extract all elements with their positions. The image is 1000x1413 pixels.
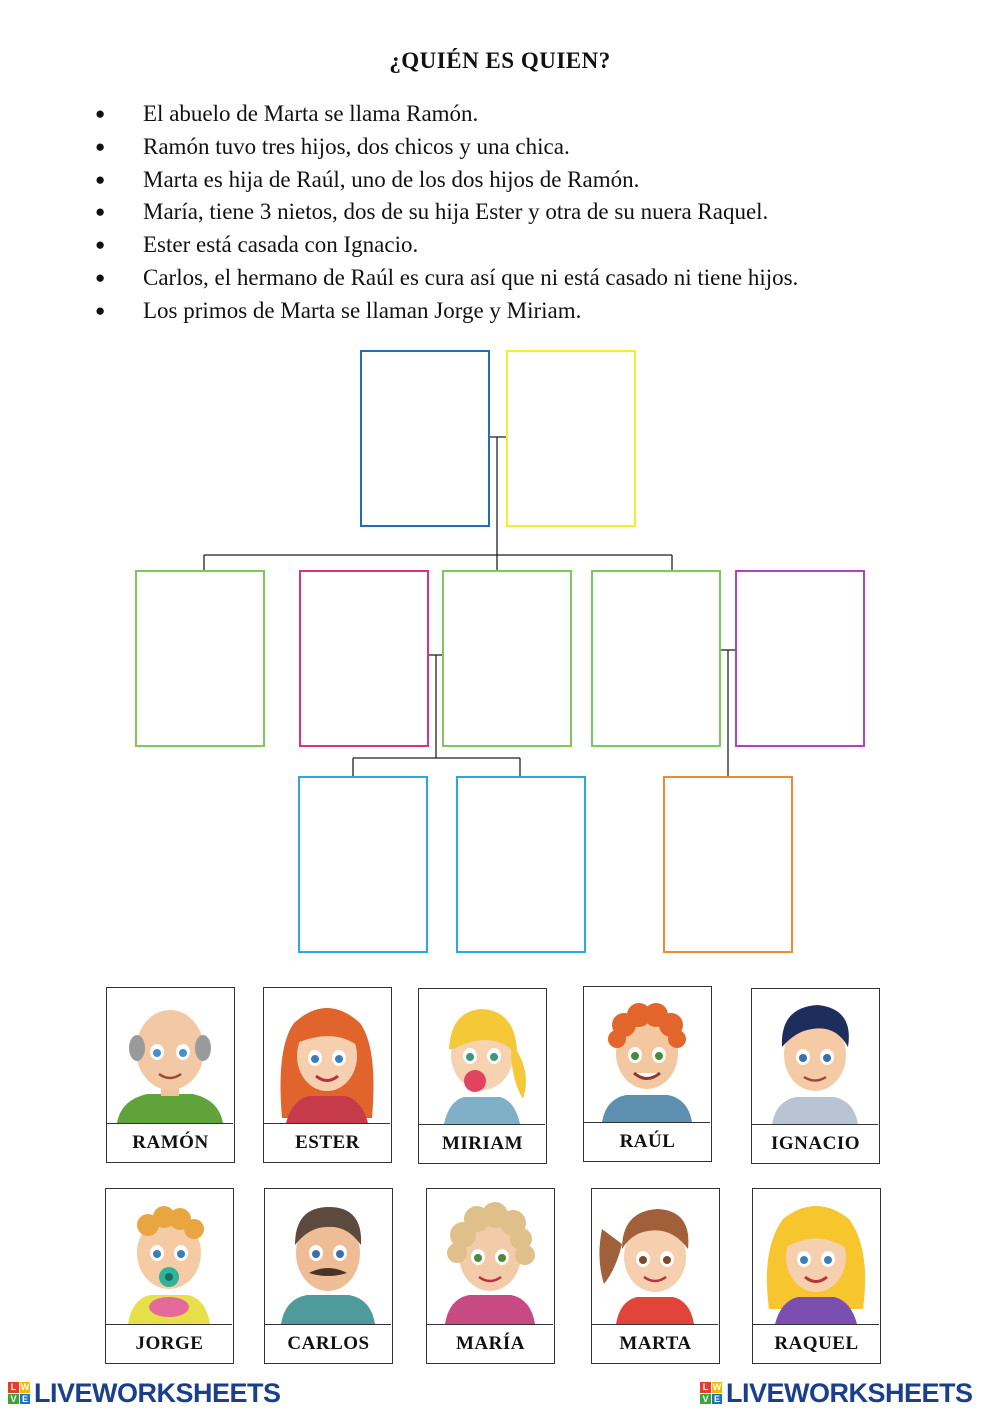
card-ester[interactable] bbox=[263, 987, 392, 1163]
grandmother-icon bbox=[427, 1189, 553, 1325]
card-name: JORGE bbox=[135, 1333, 204, 1354]
card-miriam[interactable] bbox=[418, 988, 547, 1164]
brand-logo-left bbox=[8, 1376, 281, 1410]
clue-text: Ramón tuvo tres hijos, dos chicos y una chica. bbox=[143, 133, 570, 159]
bullet-icon: ● bbox=[95, 104, 106, 123]
bullet-icon: ● bbox=[95, 202, 106, 222]
slot-child-2[interactable] bbox=[299, 570, 429, 747]
card-marta[interactable] bbox=[591, 1188, 720, 1364]
card-name: MARTA bbox=[619, 1333, 692, 1354]
liveworksheets-logo-icon: L W V E bbox=[8, 1382, 30, 1404]
card-name: IGNACIO bbox=[770, 1133, 860, 1154]
clue-text: Marta es hija de Raúl, uno de los dos hijos de Ramón. bbox=[143, 166, 640, 192]
card-name: RAQUEL bbox=[774, 1333, 859, 1354]
card-name: RAMÓN bbox=[132, 1132, 209, 1153]
card-name: CARLOS bbox=[287, 1333, 370, 1354]
clue-text: Carlos, el hermano de Raúl es cura así que ni está casado ni tiene hijos. bbox=[143, 264, 799, 290]
slot-grandchild-1[interactable] bbox=[298, 776, 428, 953]
liveworksheets-logo-icon: L W V E bbox=[700, 1382, 722, 1404]
card-ramon[interactable] bbox=[106, 987, 235, 1163]
slot-grandchild-3[interactable] bbox=[663, 776, 793, 953]
bullet-icon: ● bbox=[95, 136, 106, 156]
slot-child-1[interactable] bbox=[135, 570, 265, 747]
card-name: MIRIAM bbox=[441, 1133, 524, 1154]
worksheet-title: ¿QUIÉN ES QUIEN? bbox=[389, 48, 611, 73]
grandfather-icon bbox=[107, 988, 233, 1124]
mustached-man-icon bbox=[265, 1189, 391, 1325]
slot-child-4[interactable] bbox=[591, 570, 721, 747]
ponytail-girl-icon bbox=[592, 1189, 718, 1325]
bullet-icon: ● bbox=[95, 169, 106, 189]
card-raul[interactable] bbox=[583, 986, 712, 1162]
clue-text: Los primos de Marta se llaman Jorge y Miriam. bbox=[143, 297, 582, 323]
blonde-girl-icon bbox=[419, 989, 545, 1125]
clue-text: Ester está casada con Ignacio. bbox=[143, 232, 419, 258]
bullet-icon: ● bbox=[95, 267, 106, 287]
slot-grandfather[interactable] bbox=[360, 350, 490, 527]
card-carlos[interactable] bbox=[264, 1188, 393, 1364]
card-raquel[interactable] bbox=[752, 1188, 881, 1364]
brand-text: LIVEWORKSHEETS bbox=[34, 1377, 281, 1408]
curly-haired-man-icon bbox=[584, 987, 710, 1123]
brand-text: LIVEWORKSHEETS bbox=[726, 1377, 973, 1408]
slot-grandchild-2[interactable] bbox=[456, 776, 586, 953]
card-name: MARÍA bbox=[456, 1333, 525, 1354]
red-haired-woman-icon bbox=[264, 988, 390, 1124]
card-name: ESTER bbox=[295, 1132, 360, 1153]
slot-child-3[interactable] bbox=[442, 570, 572, 747]
baby-boy-icon bbox=[106, 1189, 232, 1325]
clue-text: El abuelo de Marta se llama Ramón. bbox=[143, 101, 479, 126]
slot-grandmother[interactable] bbox=[506, 350, 636, 527]
card-jorge[interactable] bbox=[105, 1188, 234, 1364]
card-name: RAÚL bbox=[619, 1131, 676, 1152]
bullet-icon: ● bbox=[95, 235, 106, 255]
card-maria[interactable] bbox=[426, 1188, 555, 1364]
slot-child-5[interactable] bbox=[735, 570, 865, 747]
card-ignacio[interactable] bbox=[751, 988, 880, 1164]
blonde-woman-icon bbox=[753, 1189, 879, 1325]
dark-haired-man-icon bbox=[752, 989, 878, 1125]
brand-logo-right bbox=[700, 1376, 973, 1410]
clue-text: María, tiene 3 nietos, dos de su hija Ester y otra de su nuera Raquel. bbox=[143, 199, 769, 225]
bullet-icon: ● bbox=[95, 300, 106, 320]
